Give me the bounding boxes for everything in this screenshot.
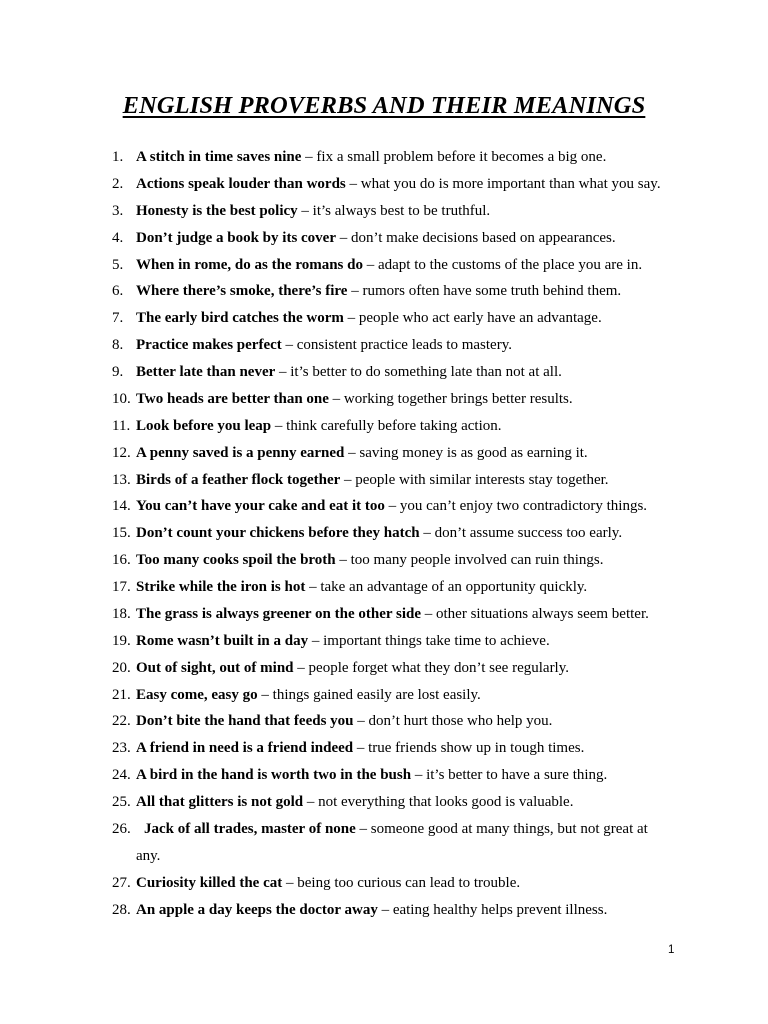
list-item [0,601,768,628]
item-text [136,467,656,494]
item-text [136,332,656,359]
item-number: 8. [112,337,124,354]
item-number: 1. [112,149,124,165]
list-item [0,252,768,279]
list-item [0,547,768,574]
item-text [136,547,656,574]
meaning: – it’s better to do something late than not at all. [275,364,562,380]
meaning: – don’t make decisions based on appearances. [336,229,616,246]
item-text [136,440,656,467]
item-text [136,252,656,279]
meaning: – true friends show up in tough times. [353,740,585,757]
page-number: 1 [668,944,675,956]
list-item [0,816,768,870]
proverb: You can’t have your cake and eat it too [136,498,385,515]
item-number: 14. [112,498,131,515]
meaning: – saving money is as good as earning it. [344,444,588,461]
list-item [0,574,768,601]
proverb: The grass is always greener on the other side [136,605,421,622]
item-text [136,520,656,547]
item-number: 16. [112,552,131,569]
meaning: – adapt to the customs of the place you are in. [362,256,643,273]
meaning: – not everything that looks good is valuable. [303,794,574,810]
meaning: – eating healthy helps prevent illness. [377,901,608,918]
item-number: 6. [112,283,124,300]
list-item [0,735,768,762]
meaning: – it’s better to have a sure thing. [411,767,608,784]
proverb: Where there’s smoke, there’s fire [136,283,348,300]
meaning: – working together brings better results. [328,390,573,407]
list-item [0,440,768,467]
meaning: – fix a small problem before it becomes a big one. [301,149,607,165]
proverb-list [0,144,768,923]
meaning: – take an advantage of an opportunity quickly. [305,579,588,595]
list-item [0,359,768,386]
list-item [0,225,768,252]
item-text [136,762,656,789]
meaning: – other situations always seem better. [421,605,649,622]
meaning: – don’t hurt those who help you. [353,713,553,730]
proverb: A stitch in time saves nine [136,149,302,165]
meaning: – being too curious can lead to trouble. [282,874,521,891]
meaning: – think carefully before taking action. [271,417,502,434]
list-item [0,332,768,359]
proverb: Jack of all trades, master of none [144,820,356,837]
list-item [0,198,768,225]
proverb: Too many cooks spoil the broth [136,552,336,569]
item-text [136,386,656,413]
page-title: ENGLISH PROVERBS AND THEIR MEANINGS [122,92,646,119]
item-number: 23. [112,740,131,757]
list-item [0,682,768,709]
list-item [0,520,768,547]
item-text [136,198,656,225]
proverb: All that glitters is not gold [136,794,304,810]
list-item [0,493,768,520]
meaning: – consistent practice leads to mastery. [281,337,512,354]
item-text [136,305,656,332]
item-number: 5. [112,256,124,273]
item-number: 2. [112,175,124,192]
item-text [136,870,656,897]
proverb: Curiosity killed the cat [136,874,283,891]
item-number: 10. [112,390,131,407]
proverb: A bird in the hand is worth two in the bush [136,767,412,784]
list-item [0,467,768,494]
meaning: – rumors often have some truth behind them. [347,283,622,300]
meaning: – things gained easily are lost easily. [257,686,481,703]
item-text [136,225,656,252]
proverb: Look before you leap [136,417,272,434]
item-text [136,897,656,924]
proverb: The early bird catches the worm [136,310,344,327]
list-item [0,708,768,735]
item-text [136,413,656,440]
item-text [136,171,661,198]
item-text [136,682,656,709]
list-item [0,762,768,789]
meaning: – important things take time to achieve. [308,632,550,649]
proverb: Strike while the iron is hot [136,579,306,595]
meaning: – what you do is more important than what you say. [345,175,661,192]
meaning: – too many people involved can ruin things. [335,552,604,569]
proverb: Practice makes perfect [136,337,282,354]
item-number: 4. [112,229,124,246]
meaning: – someone good at many things, but not great at any. [136,820,648,864]
item-text [136,144,656,171]
proverb: Honesty is the best policy [136,202,298,219]
item-number: 13. [112,471,131,488]
meaning: – people who act early have an advantage. [343,310,602,327]
list-item [0,870,768,897]
item-number: 3. [112,202,124,219]
item-number: 12. [112,444,131,461]
item-number: 7. [112,310,124,327]
list-item [0,144,768,171]
item-number: 21. [112,686,131,703]
proverb: Better late than never [136,364,276,380]
proverb: Easy come, easy go [136,686,258,703]
item-text [136,359,656,386]
meaning: – people forget what they don’t see regularly. [293,659,570,676]
proverb: A friend in need is a friend indeed [136,740,354,757]
meaning: – people with similar interests stay together. [340,471,609,488]
meaning: – it’s always best to be truthful. [297,202,491,219]
list-item [0,789,768,816]
list-item [0,386,768,413]
item-number: 18. [112,605,131,622]
proverb: Birds of a feather flock together [136,471,341,488]
item-text [136,628,656,655]
item-number: 28. [112,901,131,918]
item-text [136,816,654,870]
item-number: 26. [112,820,131,837]
list-item [0,278,768,305]
proverb: Don’t bite the hand that feeds you [136,713,354,730]
proverb: Rome wasn’t built in a day [136,632,309,649]
proverb: Out of sight, out of mind [136,659,294,676]
item-number: 20. [112,659,131,676]
item-number: 9. [112,364,124,380]
list-item [0,171,768,198]
item-text [136,574,656,601]
item-text [136,708,656,735]
item-number: 22. [112,713,131,730]
list-item [0,305,768,332]
item-text [136,493,656,520]
item-text [136,735,656,762]
proverb: Don’t count your chickens before they hatch [136,525,420,542]
list-item [0,628,768,655]
list-item [0,413,768,440]
item-text [136,655,656,682]
meaning: – don’t assume success too early. [419,525,623,542]
proverb: An apple a day keeps the doctor away [136,901,378,918]
item-number: 17. [112,579,131,595]
list-item [0,655,768,682]
item-text [136,601,656,628]
proverb: A penny saved is a penny earned [136,444,345,461]
proverb: Actions speak louder than words [136,175,346,192]
meaning: – you can’t enjoy two contradictory things. [384,498,648,515]
item-number: 25. [112,794,131,810]
item-text [136,789,656,816]
item-number: 11. [112,417,131,434]
list-item [0,897,768,924]
proverb: Don’t judge a book by its cover [136,229,337,246]
proverb: When in rome, do as the romans do [136,256,363,273]
item-number: 24. [112,767,131,784]
item-number: 27. [112,874,131,891]
item-text [136,278,656,305]
proverb: Two heads are better than one [136,390,329,407]
item-number: 15. [112,525,131,542]
item-number: 19. [112,632,131,649]
